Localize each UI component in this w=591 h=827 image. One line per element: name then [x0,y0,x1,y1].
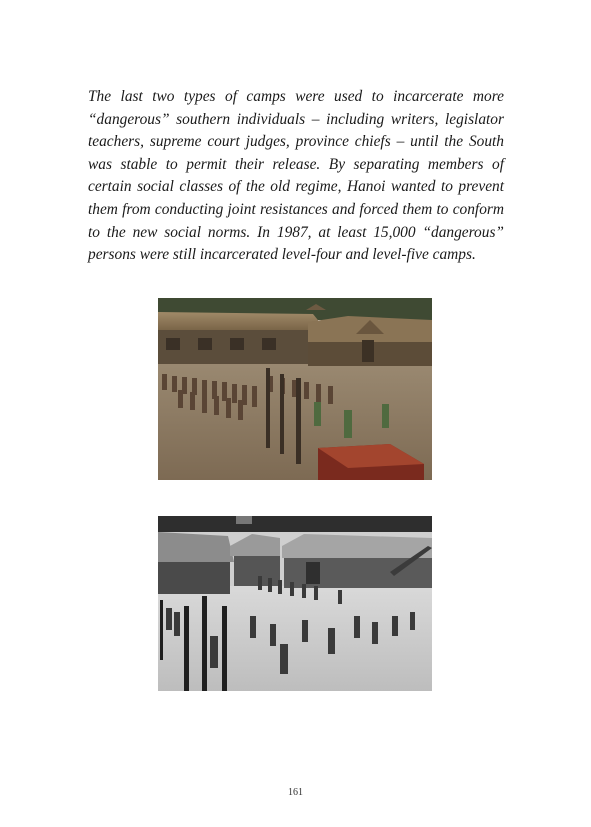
body-paragraph: The last two types of camps were used to incarcerate more “dangerous” southern individuals – including writers, legislator teachers, supreme court judges, province chiefs – until the South was stable to permit their release. By separating members of certain social classes of the old regime, Hanoi wanted to prevent them from conducting joint resistances and forced them to conform to the new social norms. In 1987, at least 15,000 “dangerous” persons were still incarcerated level-four and level-five camps. [88,88,504,264]
camp-photo-color [158,298,432,480]
page-number: 161 [288,787,303,798]
camp-photo-bw [158,516,432,691]
